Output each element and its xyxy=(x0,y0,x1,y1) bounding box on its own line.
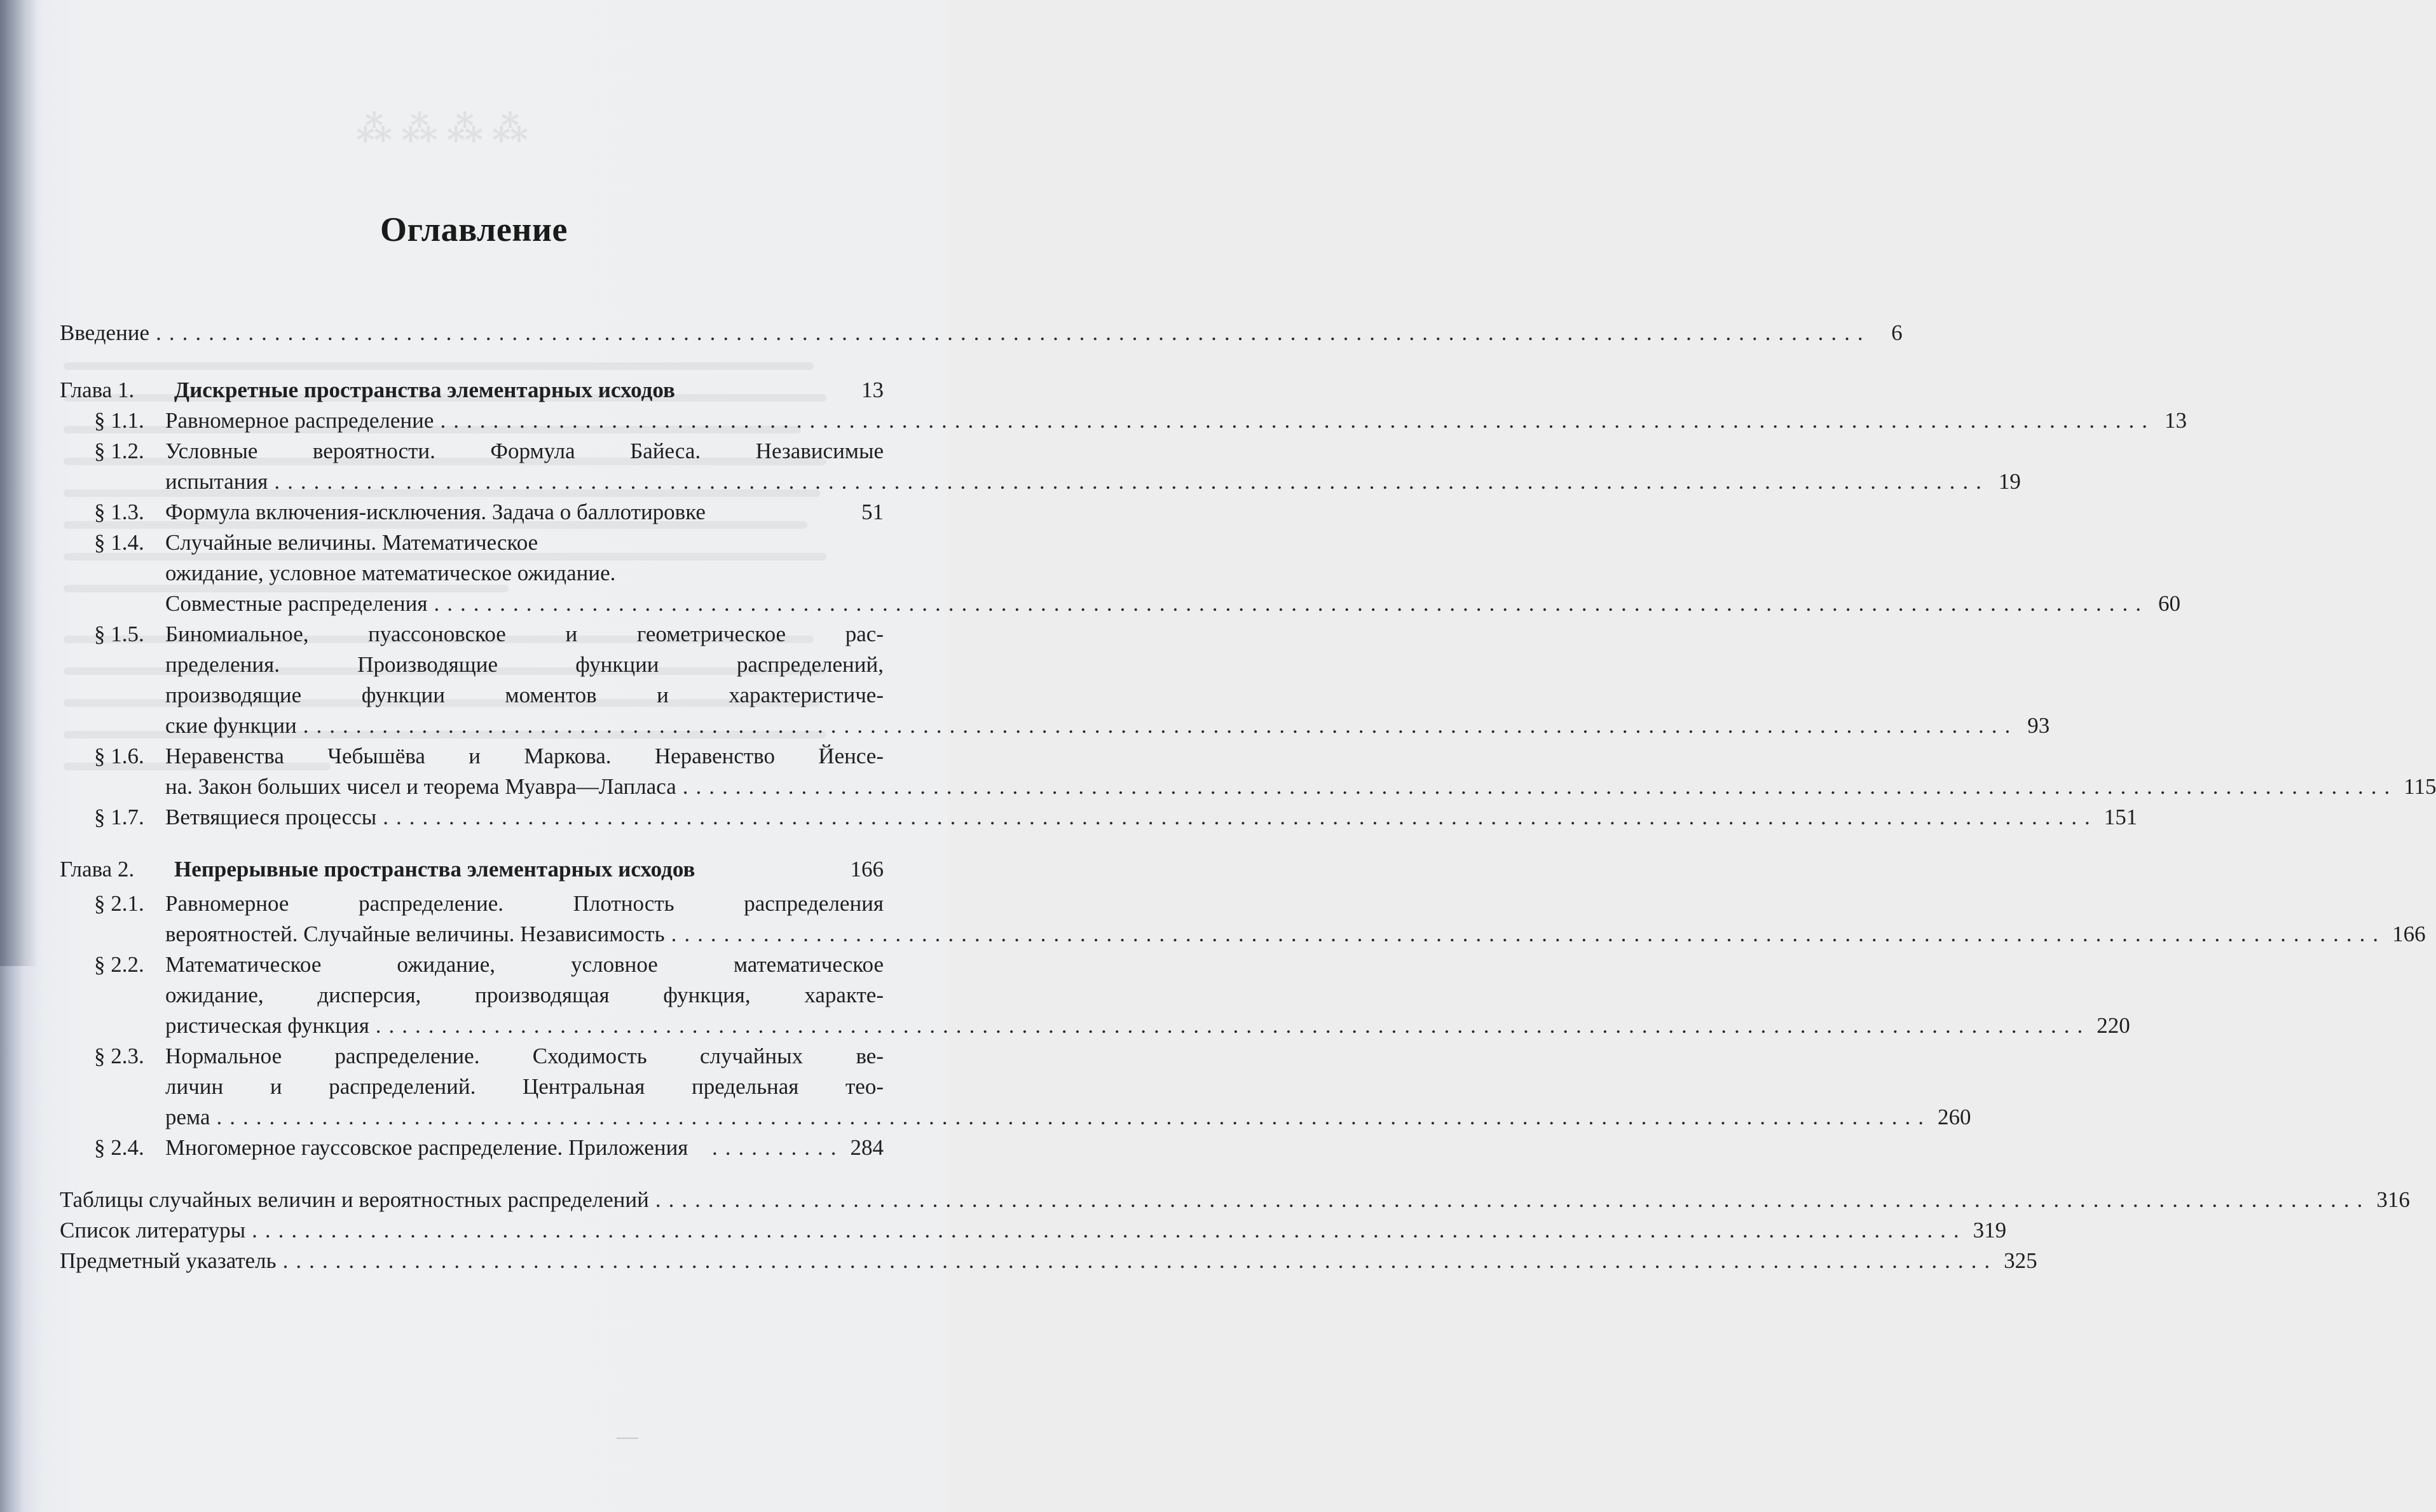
toc-entry-text: Список литературы xyxy=(60,1218,246,1243)
section-line: ские функции xyxy=(165,713,297,738)
section-number: § 2.2. xyxy=(94,952,144,977)
section-line: производящие функции моментов и характеристиче- xyxy=(165,683,884,707)
section-number: § 1.2. xyxy=(94,439,144,463)
section-number: § 1.3. xyxy=(94,500,144,524)
section-line: ожидание, дисперсия, производящая функция, характе- xyxy=(165,983,884,1007)
dot-leader: .................................................................................................................................. xyxy=(655,1187,2371,1212)
toc-entry-text: Предметный указатель xyxy=(60,1248,277,1273)
toc-page-number: 220 xyxy=(2097,1013,2130,1038)
toc-entry-bibliography[interactable] xyxy=(60,1215,2007,1246)
section-line: Неравенства Чебышёва и Маркова. Неравенство Йенсе- xyxy=(165,744,884,768)
toc-page-number: 316 xyxy=(2376,1187,2410,1212)
toc-page-number: 13 xyxy=(2164,408,2187,433)
dot-leader: .................................................................................................................................. xyxy=(671,922,2386,946)
section-line: Математическое ожидание, условное математическое xyxy=(165,952,884,977)
toc-page-number: 319 xyxy=(1973,1218,2007,1243)
dot-leader: .................................................................................................................................. xyxy=(252,1218,1967,1243)
toc-entry-text: Введение xyxy=(60,320,150,345)
chapter-heading[interactable] xyxy=(60,854,884,885)
section-number: § 2.4. xyxy=(94,1135,144,1160)
section-number: § 1.4. xyxy=(94,530,144,555)
section-number: § 1.5. xyxy=(94,622,144,646)
toc-page-number: 19 xyxy=(1998,469,2021,494)
dot-leader: .......... xyxy=(712,1135,844,1160)
toc-page-number: 166 xyxy=(2392,922,2426,946)
toc-section-2-2[interactable] xyxy=(60,950,2130,1041)
toc-entry-text: Таблицы случайных величин и вероятностных распределений xyxy=(60,1187,649,1212)
print-mark xyxy=(617,1438,638,1439)
section-line: ристическая функция xyxy=(165,1013,369,1038)
toc-section-1-6[interactable] xyxy=(60,741,2436,802)
dot-leader: .................................................................................................................................. xyxy=(434,591,2149,616)
toc-section-1-7[interactable] xyxy=(60,802,2138,833)
toc-chapter-1 xyxy=(60,375,2436,833)
toc-page-number: 13 xyxy=(861,378,884,402)
toc-section-1-5[interactable] xyxy=(60,619,2050,741)
chapter-title: Непрерывные пространства элементарных исходов xyxy=(174,857,695,882)
toc-section-2-1[interactable] xyxy=(60,889,2426,950)
section-line: Равномерное распределение xyxy=(165,408,434,433)
bleed-through-heading-shape: ⁂ ⁂ ⁂ ⁂ xyxy=(356,110,529,149)
toc-section-1-2[interactable] xyxy=(60,436,2021,497)
toc-entry-tables[interactable] xyxy=(60,1185,2410,1215)
toc-section-1-1[interactable] xyxy=(60,405,2187,436)
dot-leader: .................................................................................................................................. xyxy=(383,805,2098,829)
toc-entry-intro[interactable] xyxy=(60,318,1903,348)
section-line: на. Закон больших чисел и теорема Муавра—Лапласа xyxy=(165,774,676,799)
chapter-label: Глава 2. xyxy=(60,857,135,882)
toc-section-1-3[interactable] xyxy=(60,497,884,528)
spine-shadow xyxy=(0,0,38,966)
section-number: § 2.3. xyxy=(94,1044,144,1068)
section-line: Равномерное распределение. Плотность распределения xyxy=(165,891,884,916)
section-line: Условные вероятности. Формула Байеса. Независимые xyxy=(165,439,884,463)
section-number: § 1.7. xyxy=(94,805,144,829)
section-line: ожидание, условное математическое ожидание. xyxy=(165,561,616,585)
section-line: вероятностей. Случайные величины. Независимость xyxy=(165,922,665,946)
dot-leader: .................................................................................................................................. xyxy=(440,408,2155,433)
toc-page-number: 260 xyxy=(1937,1105,1971,1129)
toc-section-2-3[interactable] xyxy=(60,1041,1971,1133)
toc-page-number: 6 xyxy=(1891,320,1903,345)
section-number: § 2.1. xyxy=(94,891,144,916)
dot-leader: .................................................................................................................................. xyxy=(216,1105,1931,1129)
dot-leader: .................................................................................................................................. xyxy=(274,469,1989,494)
toc-section-1-4[interactable] xyxy=(60,528,2180,619)
section-line: Формула включения-исключения. Задача о баллотировке xyxy=(165,500,706,524)
section-line: Многомерное гауссовское распределение. Приложения xyxy=(165,1135,688,1160)
section-line: испытания xyxy=(165,469,268,494)
dot-leader: .................................................................................................................................. xyxy=(282,1248,1998,1273)
chapter-title: Дискретные пространства элементарных исходов xyxy=(174,378,675,402)
chapter-heading[interactable] xyxy=(60,375,884,405)
toc-page-number: 151 xyxy=(2104,805,2138,829)
toc-entry-index[interactable] xyxy=(60,1246,2037,1276)
toc-page-number: 51 xyxy=(861,500,884,524)
chapter-label: Глава 1. xyxy=(60,378,135,402)
toc-page-number: 115 xyxy=(2404,774,2436,799)
section-line: Нормальное распределение. Сходимость случайных ве- xyxy=(165,1044,884,1068)
toc-section-2-4[interactable] xyxy=(60,1133,884,1163)
toc-page-number: 284 xyxy=(850,1135,884,1160)
toc-page-number: 93 xyxy=(2027,713,2050,738)
section-line: Совместные распределения xyxy=(165,591,428,616)
section-line: Случайные величины. Математическое xyxy=(165,530,538,555)
dot-leader: .................................................................................................................................. xyxy=(303,713,2018,738)
section-number: § 1.6. xyxy=(94,744,144,768)
toc-page-number: 166 xyxy=(850,857,884,882)
section-line: пределения. Производящие функции распределений, xyxy=(165,652,884,677)
section-line: Биномиальное, пуассоновское и геометрическое рас- xyxy=(165,622,884,646)
section-line: рема xyxy=(165,1105,210,1129)
toc-page-number: 325 xyxy=(2004,1248,2037,1273)
section-line: Ветвящиеся процессы xyxy=(165,805,377,829)
section-number: § 1.1. xyxy=(94,408,144,433)
section-line: личин и распределений. Центральная предельная тео- xyxy=(165,1074,884,1099)
page-title: Оглавление xyxy=(380,210,568,249)
toc-chapter-2 xyxy=(60,854,2426,1163)
toc-page-number: 60 xyxy=(2158,591,2180,616)
dot-leader: .................................................................................................................................. xyxy=(156,320,1871,345)
table-of-contents xyxy=(60,318,2436,1276)
dot-leader: .................................................................................................................................. xyxy=(375,1013,2091,1038)
dot-leader: .................................................................................................................................. xyxy=(682,774,2398,799)
